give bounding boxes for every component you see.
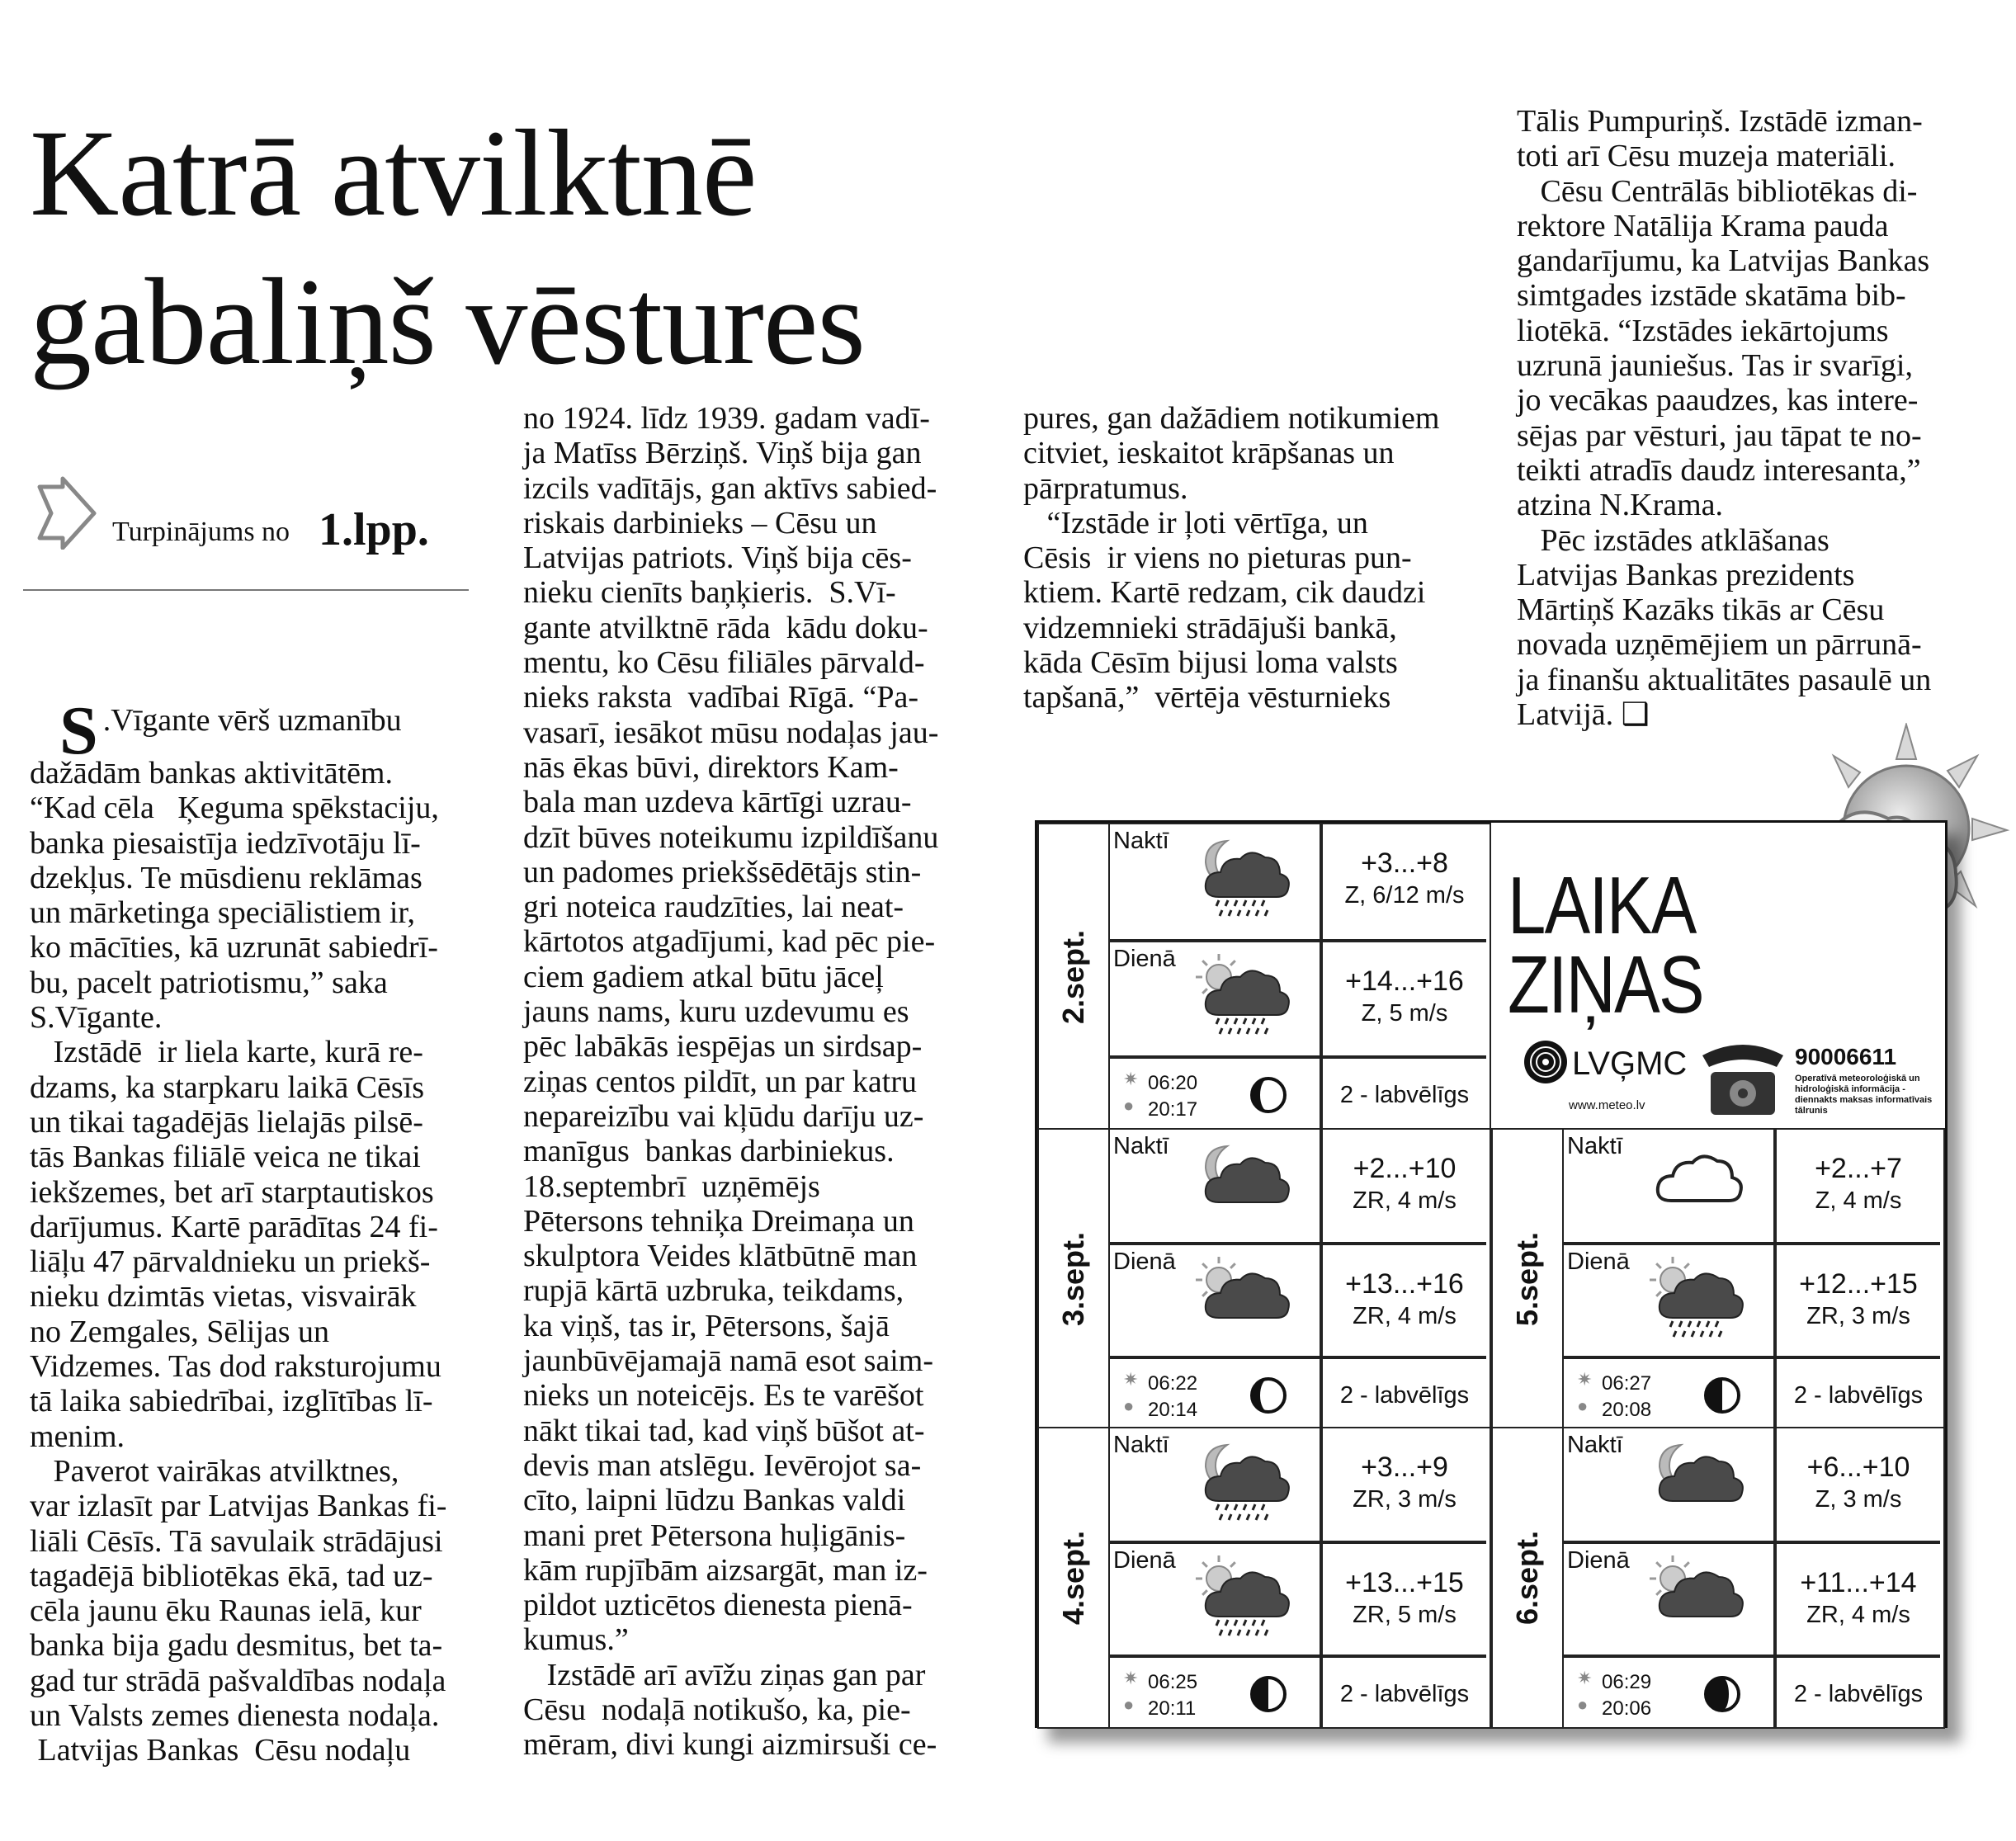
text-line: Latvijas Bankas Cēsu nodaļu [30,1733,411,1768]
day-temp: +12...+15 [1799,1268,1918,1300]
day-wind: ZR, 4 m/s [1353,1303,1457,1329]
text-line: dzīt būves noteikumu izpildīšanu [523,819,939,855]
sunrise-icon: ✷ [1123,1668,1139,1688]
sun-cloud-rain-icon [1648,1255,1747,1347]
text-line: citviet, ieskaitot krāpšanas un [1023,436,1395,471]
night-values [1775,1130,1940,1244]
weather-day [1037,823,1491,1131]
text-line: gad tur strādā pašvaldības nodaļa [30,1663,446,1698]
text-line: nieku cienīts baņķieris. S.Vī- [523,575,896,611]
text-line: ciem gadiem atkal būtu jāceļ [523,959,884,994]
weather-date [1493,1428,1564,1727]
weather-date [1039,824,1110,1130]
sunset-time: 20:14 [1148,1399,1198,1421]
night-values [1321,1428,1486,1542]
day-wind: ZR, 5 m/s [1353,1602,1457,1628]
text-line: Cēsu nodaļā notikušo, ka, pie- [523,1692,911,1727]
night-values [1321,824,1486,941]
lvgmc-logo-icon [1523,1039,1569,1085]
text-line: tā laika sabiedrībai, izglītības lī- [30,1384,433,1419]
text-line: bu, pacelt patriotismu,” saka [30,965,388,1000]
day-values [1775,1542,1940,1656]
text-line: ktiem. Kartē redzam, cik daudzi [1023,575,1426,611]
text-line: ja finanšu aktualitātes pasaulē un [1517,662,1932,697]
text-line: vidzemnieki strādājuši bankā, [1023,610,1397,645]
sunrise-time: 06:20 [1148,1072,1198,1094]
day-temp: +11...+14 [1800,1567,1917,1598]
sunset-icon: ● [1123,1395,1135,1416]
text-line: sējas par vēsturi, jau tāpat te no- [1517,418,1922,453]
text-line: rupjā kārtā uzbruka, teikdams, [523,1273,904,1309]
night-temp: +6...+10 [1806,1452,1910,1483]
sunset-time: 20:06 [1602,1697,1652,1720]
weather-day [1491,1128,1945,1430]
moon-phase-waxing-gibbous-icon [1704,1676,1742,1718]
sunrise-icon: ✷ [1123,1069,1139,1089]
article-column-4 [1517,104,1979,732]
night-row [1562,1130,1775,1244]
text-line: novada uzņēmējiem un pārrunā- [1517,627,1922,663]
day-temp: +13...+15 [1345,1567,1464,1598]
headline [30,99,1169,396]
headline-line-1: Katrā atvilktnē [30,105,757,242]
night-values [1321,1130,1486,1244]
sunset-time: 20:11 [1148,1697,1197,1720]
sunrise-time: 06:29 [1602,1671,1652,1693]
text-line: nākt tikai tad, kad viņš būšot at- [523,1413,925,1448]
bio-forecast: 2 - labvēlīgs [1339,1082,1470,1108]
sunset-icon: ● [1123,1694,1135,1715]
text-line: dzekļus. Te mūsdienu reklāmas [30,860,423,895]
article-column-2 [523,401,994,1763]
text-line: manīgus bankas darbiniekus. [523,1134,895,1169]
text-line: Izstādē arī avīžu ziņas gan par [523,1657,926,1692]
sunset-icon: ● [1123,1095,1135,1116]
text-line: pildot uzticētos dienesta pienā- [523,1588,913,1623]
text-line: rektore Natālija Krama pauda [1517,208,1889,243]
text-line: banka bija gadu desmitus, bet ta- [30,1628,443,1664]
text-line: “Kad cēla Ķeguma spēkstaciju, [30,791,439,826]
moon-phase-waxing-crescent-icon [1250,1077,1288,1119]
moon-cloud-rain-icon [1194,1438,1293,1530]
weather-date [1039,1130,1110,1428]
dropcap: S [59,692,98,769]
text-line: un Valsts zemes dienesta nodaļa. [30,1698,440,1734]
day-row [1562,1542,1775,1656]
text-line: Latvijā. ❑ [1517,697,1650,733]
text-line: liāļu 47 pārvaldnieku un priekš- [30,1244,431,1280]
text-line: Tālis Pumpuriņš. Izstādē izman- [1517,104,1923,139]
night-temp: +3...+8 [1361,847,1448,879]
night-temp: +2...+10 [1353,1153,1457,1184]
night-wind: ZR, 4 m/s [1353,1187,1457,1214]
bio-cell [1775,1656,1940,1727]
bio-forecast: 2 - labvēlīgs [1793,1681,1924,1707]
text-line: var izlasīt par Latvijas Bankas fi- [30,1489,447,1524]
sunset-time: 20:17 [1148,1098,1198,1121]
day-values [1321,941,1486,1057]
text-line: kāda Cēsīm bijusi loma valsts [1023,645,1398,681]
text-line: jauns nams, kuru uzdevumu es [523,994,909,1030]
day-label: Dienā [1113,946,1176,972]
sun-cloud-rain-icon [1194,1554,1293,1645]
text-line: dzams, ka starpkaru laikā Cēsīs [30,1069,425,1105]
text-line: un padomes priekšsēdētājs stin- [523,854,922,890]
text-line: menim. [30,1419,125,1454]
continuation-label: Turpinājums no [112,517,290,547]
sunset-icon: ● [1577,1395,1589,1416]
text-line: liotēkā. “Izstādes iekārtojums [1517,313,1889,348]
sunrise-time: 06:25 [1148,1671,1198,1693]
night-wind: ZR, 3 m/s [1353,1486,1457,1513]
weather-date-text: 4.sept. [1056,1530,1090,1626]
bio-cell [1321,1057,1486,1130]
continuation-page: 1.lpp. [319,504,429,555]
text-line: un tikai tagadējās lielajās pilsē- [30,1104,423,1140]
text-line: atzina N.Krama. [1517,488,1724,523]
bio-forecast: 2 - labvēlīgs [1339,1382,1470,1409]
text-line: mēram, divi kungi aizmirsuši ce- [523,1727,937,1763]
text-line: mani pret Pētersona huļigānis- [523,1518,906,1553]
weather-title-line-1: LAIKA [1508,860,1696,951]
text-line: ko mācīties, kā uzrunāt sabiedrī- [30,930,438,965]
headline-line-2: gabaliņš vēstures [30,253,865,390]
night-label: Naktī [1567,1133,1623,1159]
text-line: Latvijas patriots. Viņš bija cēs- [523,540,912,576]
night-row [1562,1428,1775,1542]
night-row [1108,1130,1321,1244]
night-label: Naktī [1567,1432,1623,1458]
weather-date [1493,1130,1564,1428]
night-label: Naktī [1113,1133,1169,1159]
bio-cell [1775,1357,1940,1428]
text-line: gri noteica raudzīties, lai neat- [523,890,904,925]
text-line: “Izstāde ir ļoti vērtīga, un [1023,505,1368,540]
moon-cloud-icon [1194,1140,1293,1231]
text-line: devis man atslēgu. Ievērojot sa- [523,1447,922,1483]
text-line: dažādām bankas aktivitātēm. [30,756,393,791]
text-line: jo vecākas paaudzes, kas intere- [1517,383,1919,418]
day-label: Dienā [1567,1547,1630,1574]
text-line: Mārtiņš Kazāks tikās ar Cēsu [1517,592,1885,628]
text-line: nās ēkas būvi, direktors Kam- [523,749,899,785]
weather-phone: 90006611 [1795,1044,1897,1069]
sun-cloud-icon [1648,1554,1747,1645]
text-line: 18.septembrī uzņēmējs [523,1168,820,1204]
text-line: no Zemgales, Sēlijas un [30,1314,330,1349]
sun-cloud-icon [1194,1255,1293,1347]
text-line: vasarī, iesākot mūsu nodaļas jau- [523,715,939,750]
weather-date-text: 5.sept. [1510,1231,1544,1327]
weather-date-text: 2.sept. [1056,929,1090,1025]
bio-cell [1321,1656,1486,1727]
text-line: pures, gan dažādiem notikumiem [1023,401,1440,436]
text-line: kām rupjībām aizsargāt, man iz- [523,1552,928,1588]
text-line: pēc labākās iespējas un sirdsap- [523,1029,923,1064]
night-wind: Z, 6/12 m/s [1344,882,1465,909]
text-line: simtgades izstāde skatāma bib- [1517,278,1906,314]
weather-org: LVĢMC [1572,1046,1688,1082]
day-label: Dienā [1113,1547,1176,1574]
text-line: ja Matīss Bērziņš. Viņš bija gan [523,436,922,471]
text-line: Pēc izstādes atklāšanas [1517,522,1830,558]
weather-phone-desc: Operatīvā meteoroloģiskā un hidroloģiskā informācija - diennakts maksas informatīvais tālrunis [1795,1074,1933,1116]
sun-row [1108,1057,1321,1130]
text-line: teikti atradīs daudz interesanta,” [1517,452,1921,488]
day-temp: +14...+16 [1345,965,1464,997]
text-line: Latvijas Bankas prezidents [1517,557,1855,592]
text-line: gante atvilktnē rāda kādu doku- [523,610,928,645]
text-line: izcils vadītājs, gan aktīvs sabied- [523,470,937,506]
text-line: nieku dzimtās vietas, visvairāk [30,1279,417,1315]
text-line: tapšanā,” vērtēja vēsturnieks [1023,680,1391,715]
moon-phase-first-quarter-icon [1250,1676,1288,1718]
moon-phase-crescent-icon [1250,1377,1288,1419]
weather-panel [1035,820,1948,1728]
bio-forecast: 2 - labvēlīgs [1793,1382,1924,1409]
text-line: ka viņš, tas ir, Pētersons, šajā [523,1308,890,1343]
weather-day [1491,1427,1945,1729]
weather-day [1037,1128,1491,1430]
divider [23,589,469,591]
bio-cell [1321,1357,1486,1428]
day-row [1108,941,1321,1057]
text-line: mentu, ko Cēsu filiāles pārvald- [523,645,925,681]
day-wind: ZR, 4 m/s [1806,1602,1910,1628]
bio-forecast: 2 - labvēlīgs [1339,1681,1470,1707]
sunrise-icon: ✷ [1123,1369,1139,1390]
text-line: darījumus. Kartē parādītas 24 fi- [30,1209,438,1244]
sun-row [1108,1357,1321,1428]
night-label: Naktī [1113,828,1169,854]
night-temp: +3...+9 [1361,1452,1448,1483]
night-label: Naktī [1113,1432,1169,1458]
text-line: iekšzemes, bet arī starptautiskos [30,1174,434,1210]
sunrise-time: 06:22 [1148,1372,1198,1395]
text-line-content: .Vīgante vērš uzmanību [102,703,402,738]
text-line: tās Bankas filiālē veica ne tikai [30,1140,421,1175]
text-line: pārpratumus. [1023,470,1188,506]
article-column-3 [1023,401,1494,715]
day-values [1321,1244,1486,1357]
night-wind: Z, 3 m/s [1815,1486,1902,1513]
text-line: uzrunā jauniešus. Tas ir svarīgi, [1517,348,1913,384]
day-wind: Z, 5 m/s [1361,1000,1448,1027]
night-row [1108,824,1321,941]
sunrise-icon: ✷ [1577,1369,1593,1390]
text-line: skulptora Veides klātbūtnē man [523,1239,918,1274]
text-line: nepareizību vai kļūdu darīju uz- [523,1098,924,1134]
sunset-icon: ● [1577,1694,1589,1715]
day-row [1108,1542,1321,1656]
night-row [1108,1428,1321,1542]
text-line: cīto, laipni lūdzu Bankas valdi [523,1483,906,1518]
day-label: Dienā [1567,1249,1630,1275]
day-values [1775,1244,1940,1357]
text-line: Vidzemes. Tas dod raksturojumu [30,1349,441,1385]
text-line: kumus.” [523,1622,629,1658]
sun-cloud-rain-icon [1194,952,1293,1044]
sun-row [1562,1357,1775,1428]
sunrise-time: 06:27 [1602,1372,1652,1395]
text-line: Izstādē ir liela karte, kurā re- [30,1035,423,1070]
arrow-icon [33,475,99,550]
text-line: toti arī Cēsu muzeja materiāli. [1517,139,1896,174]
text-line: ziņas centos pildīt, un par katru [523,1064,917,1099]
moon-phase-half-icon [1704,1377,1742,1419]
text-line: gandarījumu, ka Latvijas Bankas [1517,243,1930,279]
sun-row [1562,1656,1775,1727]
day-values [1321,1542,1486,1656]
weather-title [1508,860,1703,1030]
text-line: nieks un noteicējs. Es te varēšot [523,1378,924,1414]
weather-title-line-2: ZIŅAS [1508,939,1703,1030]
text-line: bala man uzdeva kārtīgi uzrau- [523,785,912,820]
text-line: jaunbūvējamajā namā esot saim- [523,1343,933,1379]
text-line: liāli Cēsīs. Tā savulaik strādājusi [30,1523,443,1559]
day-wind: ZR, 3 m/s [1806,1303,1910,1329]
weather-date-text: 3.sept. [1056,1231,1090,1327]
moon-cloud-icon [1648,1438,1747,1530]
day-row [1108,1244,1321,1357]
night-wind: Z, 4 m/s [1815,1187,1902,1214]
sunrise-icon: ✷ [1577,1668,1593,1688]
weather-date [1039,1428,1110,1727]
text-line: cēla jaunu ēku Raunas ielā, kur [30,1593,422,1629]
night-values [1775,1428,1940,1542]
text-line: Pētersons tehniķa Dreimaņa un [523,1203,914,1239]
text-line: banka piesaistīja iedzīvotāju lī- [30,825,421,861]
day-temp: +13...+16 [1345,1268,1464,1300]
text-line: no 1924. līdz 1939. gadam vadī- [523,401,930,436]
moon-cloud-rain-icon [1194,834,1293,926]
text-line: Paverot vairākas atvilktnes, [30,1453,399,1489]
weather-date-text: 6.sept. [1510,1530,1544,1626]
weather-brand-panel [1490,823,1940,1128]
text-line: tagadējā bibliotēkas ēkā, tad uz- [30,1558,433,1593]
night-temp: +2...+7 [1815,1153,1902,1184]
weather-url: www.meteo.lv [1569,1098,1645,1112]
article-column-1 [30,692,492,1768]
text-line: kārtotos atgadījumi, kad pēc pie- [523,924,936,960]
text-line: Cēsis ir viens no pieturas pun- [1023,540,1412,576]
continuation-note [33,475,479,555]
day-label: Dienā [1113,1249,1176,1275]
text-line [30,692,492,769]
cloud-outline-icon [1648,1140,1747,1231]
text-line: un mārketinga speciālistiem ir, [30,895,416,931]
text-line: Cēsu Centrālās bibliotēkas di- [1517,173,1918,209]
day-row [1562,1244,1775,1357]
text-line: riskais darbinieks – Cēsu un [523,505,877,540]
weather-day [1037,1427,1491,1729]
sun-row [1108,1656,1321,1727]
text-line: nieks raksta vadībai Rīgā. “Pa- [523,680,919,715]
sunset-time: 20:08 [1602,1399,1652,1421]
telephone-icon [1697,1039,1788,1118]
text-line: S.Vīgante. [30,1000,163,1036]
